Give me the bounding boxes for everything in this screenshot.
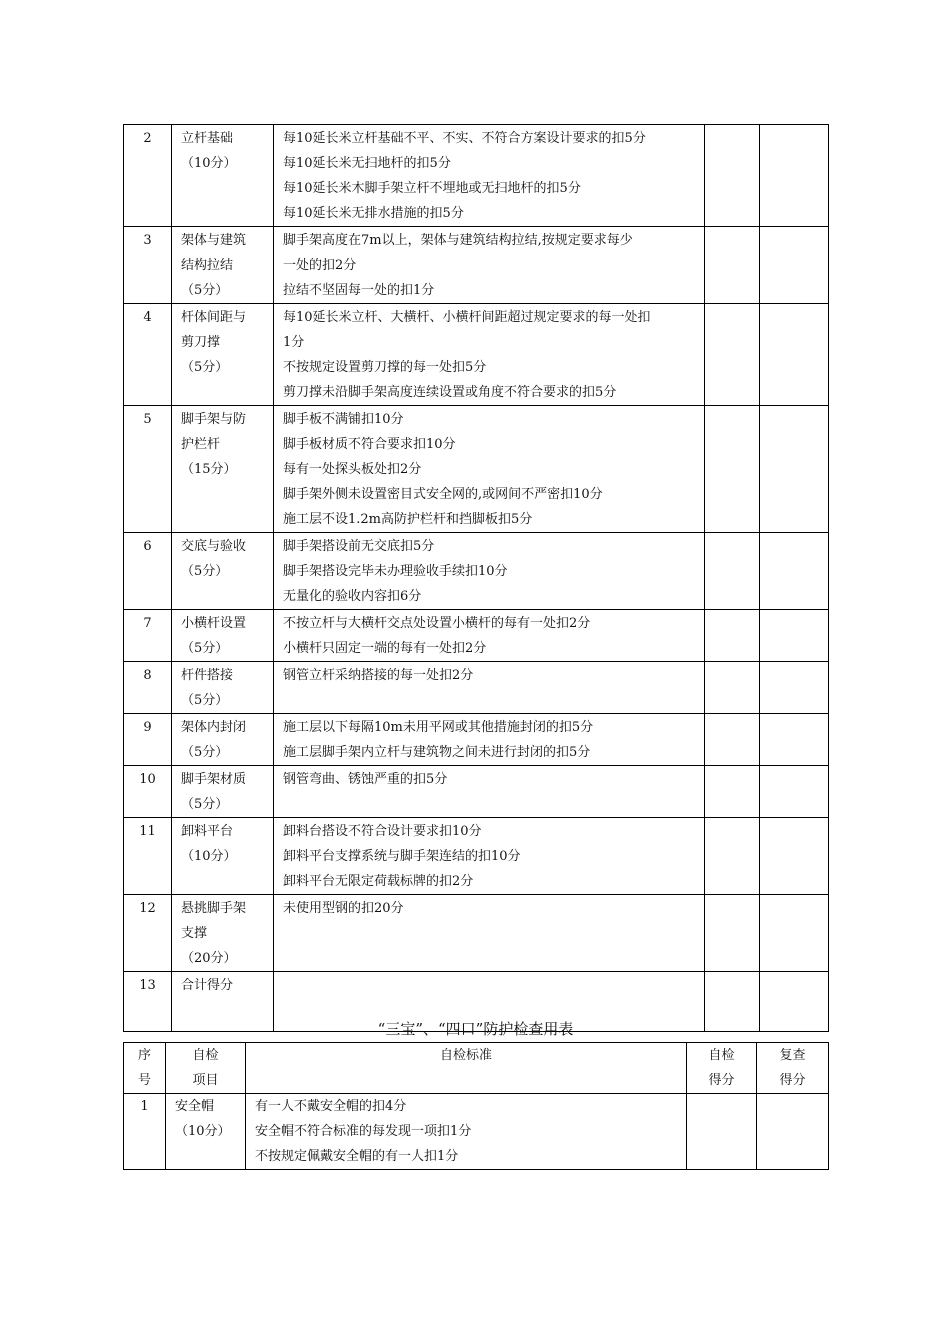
standard-line: 脚手架搭设完毕未办理验收手续扣10分 (283, 564, 508, 579)
review-score-cell[interactable] (760, 304, 829, 406)
table-row (124, 610, 829, 662)
self-score-cell[interactable] (705, 714, 760, 766)
standard-line: 钢管立杆采纳搭接的每一处扣2分 (283, 668, 474, 683)
standard-line: 卸料平台支撑系统与脚手架连结的扣10分 (283, 849, 521, 864)
row-standards (274, 125, 705, 227)
row-item: 脚手架材质 （5分） (172, 766, 274, 818)
self-score-cell[interactable] (705, 818, 760, 895)
standard-line: 脚手架高度在7m以上，架体与建筑结构拉结,按规定要求每少 (283, 233, 633, 248)
standard-line: 剪刀撑未沿脚手架高度连续设置或角度不符合要求的扣5分 (283, 385, 617, 400)
row-item: 脚手架与防 护栏杆 （15分） (172, 406, 274, 533)
review-score-cell[interactable] (760, 533, 829, 610)
self-score-cell[interactable] (705, 406, 760, 533)
review-score-cell[interactable] (760, 125, 829, 227)
table-row (124, 227, 829, 304)
review-score-cell[interactable] (760, 714, 829, 766)
review-score-cell[interactable] (760, 662, 829, 714)
standard-line: 脚手架外侧未设置密目式安全网的,或网间不严密扣10分 (283, 487, 603, 502)
self-score-cell[interactable] (705, 662, 760, 714)
row-standards (274, 895, 705, 972)
standard-line: 每10延长米无扫地杆的扣5分 (283, 156, 451, 171)
standard-line: 每10延长米立杆、大横杆、小横杆间距超过规定要求的每一处扣 (283, 310, 651, 325)
standard-line: 1分 (283, 335, 305, 350)
scaffold-table-body (124, 125, 829, 1032)
header-review-score: 复查 得分 (757, 1043, 829, 1094)
row-item: 悬挑脚手架 支撑 （20分） (172, 895, 274, 972)
row-standards (274, 406, 705, 533)
self-score-cell[interactable] (705, 610, 760, 662)
review-score-cell[interactable] (757, 1094, 829, 1170)
header-num: 序 号 (124, 1043, 166, 1094)
standard-line: 每有一处探头板处扣2分 (283, 462, 422, 477)
header-standard: 自检标准 (246, 1043, 687, 1094)
row-num: 4 (124, 304, 172, 406)
row-standards (274, 533, 705, 610)
table-title: “三宝”、“四口”防护检查用表 (377, 1020, 574, 1038)
row-num: 10 (124, 766, 172, 818)
table-row (124, 662, 829, 714)
row-standards (274, 610, 705, 662)
row-standards (274, 766, 705, 818)
row-num: 1 (124, 1094, 166, 1170)
table-row (124, 714, 829, 766)
row-item: 立杆基础 （10分） (172, 125, 274, 227)
table-header-row (124, 1043, 829, 1094)
row-standards (274, 227, 705, 304)
table-row (124, 766, 829, 818)
standard-line: 施工层以下每隔10m未用平网或其他措施封闭的扣5分 (283, 720, 594, 735)
row-standards: 有一人不戴安全帽的扣4分 安全帽不符合标准的每发现一项扣1分 不按规定佩戴安全帽的有一人扣1分 (246, 1094, 687, 1170)
row-standards (274, 714, 705, 766)
row-num: 5 (124, 406, 172, 533)
row-item: 杆件搭接 （5分） (172, 662, 274, 714)
review-score-cell[interactable] (760, 227, 829, 304)
self-score-cell[interactable] (705, 227, 760, 304)
standard-line: 脚手板材质不符合要求扣10分 (283, 437, 456, 452)
table-row (124, 406, 829, 533)
standard-line: 卸料台搭设不符合设计要求扣10分 (283, 824, 482, 839)
row-num: 13 (124, 972, 172, 1032)
scaffold-inspection-table (123, 124, 829, 1032)
standard-line: 每10延长米无排水措施的扣5分 (283, 206, 464, 221)
row-standards (274, 304, 705, 406)
self-score-cell[interactable] (705, 304, 760, 406)
review-score-cell[interactable] (760, 610, 829, 662)
standard-line: 未使用型钢的扣20分 (283, 901, 404, 916)
standard-line: 每10延长米木脚手架立杆不埋地或无扫地杆的扣5分 (283, 181, 581, 196)
standard-line: 钢管弯曲、锈蚀严重的扣5分 (283, 772, 448, 787)
safety-protection-table (123, 1042, 829, 1170)
row-num: 12 (124, 895, 172, 972)
table-row (124, 304, 829, 406)
row-item: 安全帽 （10分） (166, 1094, 246, 1170)
standard-line: 不按立杆与大横杆交点处设置小横杆的每有一处扣2分 (283, 616, 591, 631)
row-item: 小横杆设置 （5分） (172, 610, 274, 662)
row-standards (274, 818, 705, 895)
review-score-cell[interactable] (760, 818, 829, 895)
row-item: 交底与验收 （5分） (172, 533, 274, 610)
standard-line: 不按规定设置剪刀撑的每一处扣5分 (283, 360, 487, 375)
row-num: 7 (124, 610, 172, 662)
review-score-cell[interactable] (760, 766, 829, 818)
standard-line: 拉结不坚固每一处的扣1分 (283, 283, 435, 298)
review-score-cell[interactable] (760, 406, 829, 533)
row-standards (274, 662, 705, 714)
row-item: 架体与建筑 结构拉结 （5分） (172, 227, 274, 304)
row-num: 2 (124, 125, 172, 227)
row-item: 杆体间距与 剪刀撑 （5分） (172, 304, 274, 406)
self-score-cell[interactable] (705, 895, 760, 972)
standard-line: 无量化的验收内容扣6分 (283, 589, 422, 604)
self-score-cell[interactable] (705, 533, 760, 610)
self-score-cell[interactable] (687, 1094, 757, 1170)
row-item: 合计得分 (172, 972, 274, 1032)
standard-line: 脚手架搭设前无交底扣5分 (283, 539, 435, 554)
row-item: 架体内封闭 （5分） (172, 714, 274, 766)
review-score-cell[interactable] (760, 895, 829, 972)
row-num: 8 (124, 662, 172, 714)
standard-line: 一处的扣2分 (283, 258, 357, 273)
standard-line: 施工层不设1.2m高防护栏杆和挡脚板扣5分 (283, 512, 533, 527)
header-self-score: 自检 得分 (687, 1043, 757, 1094)
standard-line: 脚手板不满铺扣10分 (283, 412, 404, 427)
row-item: 卸料平台 （10分） (172, 818, 274, 895)
standard-line: 施工层脚手架内立杆与建筑物之间未进行封闭的扣5分 (283, 745, 591, 760)
row-num: 3 (124, 227, 172, 304)
standard-line: 卸料平台无限定荷载标牌的扣2分 (283, 874, 474, 889)
table-row (124, 818, 829, 895)
self-score-cell[interactable] (705, 125, 760, 227)
standard-line: 每10延长米立杆基础不平、不实、不符合方案设计要求的扣5分 (283, 131, 646, 146)
row-num: 9 (124, 714, 172, 766)
row-num: 11 (124, 818, 172, 895)
table-row (124, 125, 829, 227)
standard-line: 小横杆只固定一端的每有一处扣2分 (283, 641, 487, 656)
table-row (124, 895, 829, 972)
table-row (124, 1094, 829, 1170)
table-row (124, 533, 829, 610)
header-item: 自检 项目 (166, 1043, 246, 1094)
self-score-cell[interactable] (705, 766, 760, 818)
row-num: 6 (124, 533, 172, 610)
